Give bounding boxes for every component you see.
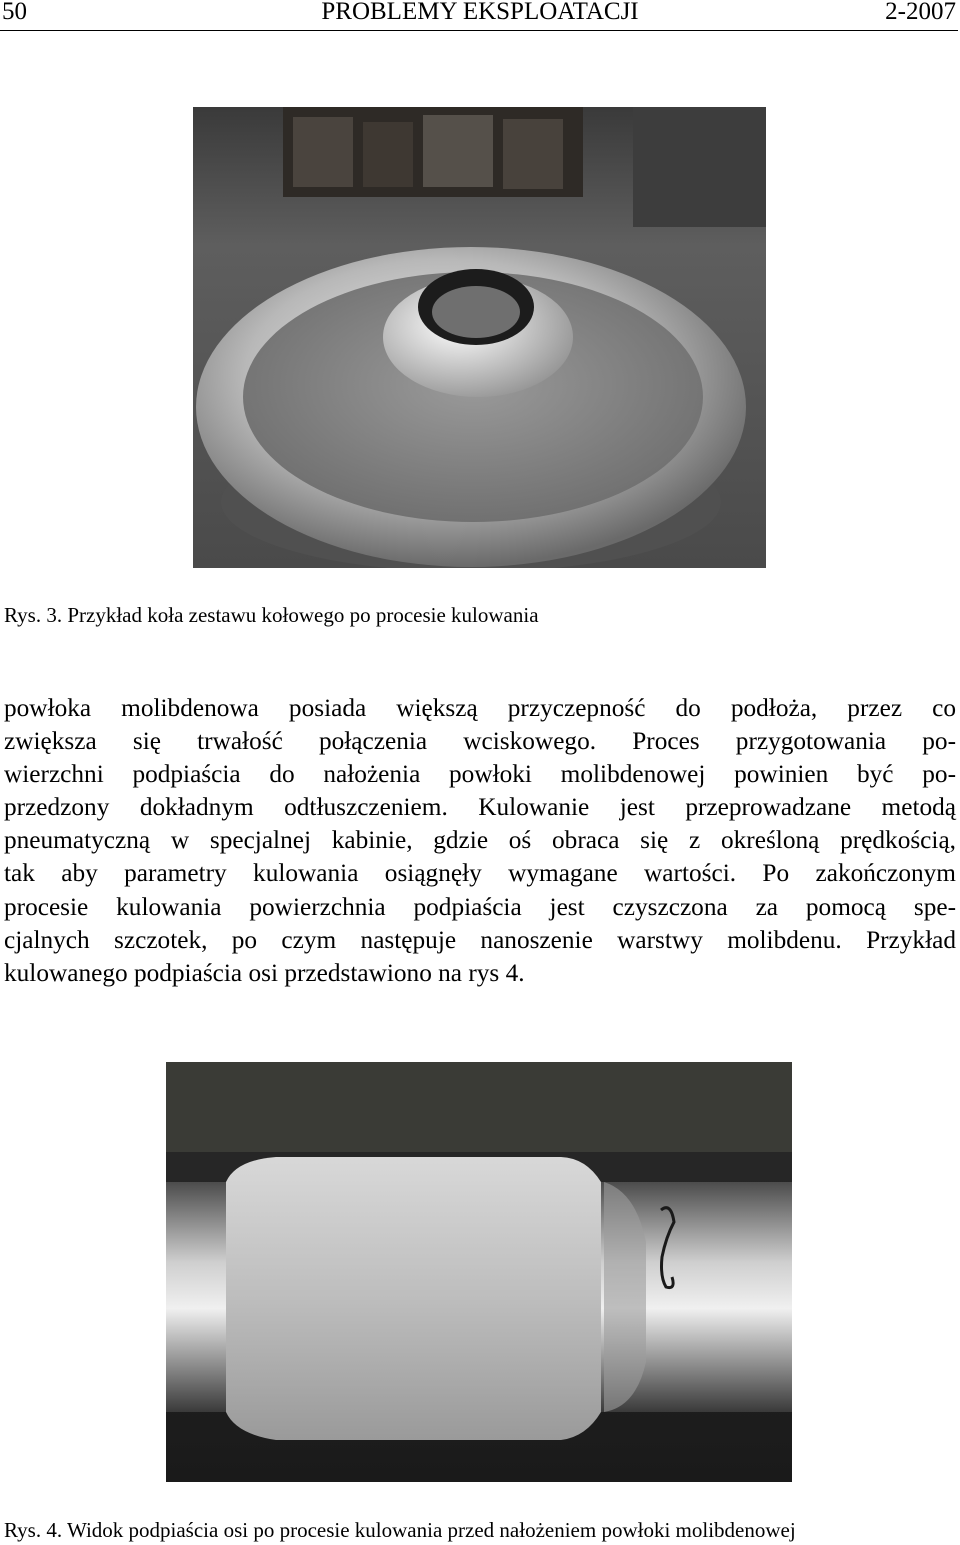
paragraph-line: przedzony dokładnym odtłuszczeniem. Kulowanie jest przeprowadzane metodą [4,793,956,822]
figure-3-wheel-photo [193,107,766,568]
figure-3-caption: Rys. 3. Przykład koła zestawu kołowego po procesie kulowania [4,603,539,627]
wheel-photo-image [193,107,766,568]
figure-4-caption: Rys. 4. Widok podpiaścia osi po procesie kulowania przed nałożeniem powłoki molibdenowej [4,1518,796,1542]
paragraph-line: powłoka molibdenowa posiada większą przyczepność do podłoża, przez co [4,694,956,722]
paragraph-line: procesie kulowania powierzchnia podpiaścia jest czyszczona za pomocą spe- [4,892,956,921]
issue-number: 2-2007 [885,0,956,25]
paragraph-line: pneumatyczną w specjalnej kabinie, gdzie oś obraca się z określoną prędkością, [4,826,956,855]
body-paragraph [4,692,956,990]
axle-photo-image [166,1062,792,1482]
paragraph-line: wierzchni podpiaścia do nałożenia powłoki molibdenowej powinien być po- [4,760,956,789]
paragraph-line: tak aby parametry kulowania osiągnęły wymagane wartości. Po zakończonym [4,859,956,888]
figure-4-axle-photo [166,1062,792,1482]
paragraph-line: cjalnych szczotek, po czym następuje nanoszenie warstwy molibdenu. Przykład [4,925,956,954]
paragraph-line: zwiększa się trwałość połączenia wciskowego. Proces przygotowania po- [4,727,956,756]
journal-title: PROBLEMY EKSPLOATACJI [321,0,639,25]
running-header [0,0,958,31]
paragraph-line: kulowanego podpiaścia osi przedstawiono na rys 4. [4,958,525,987]
page-number: 50 [2,0,27,25]
